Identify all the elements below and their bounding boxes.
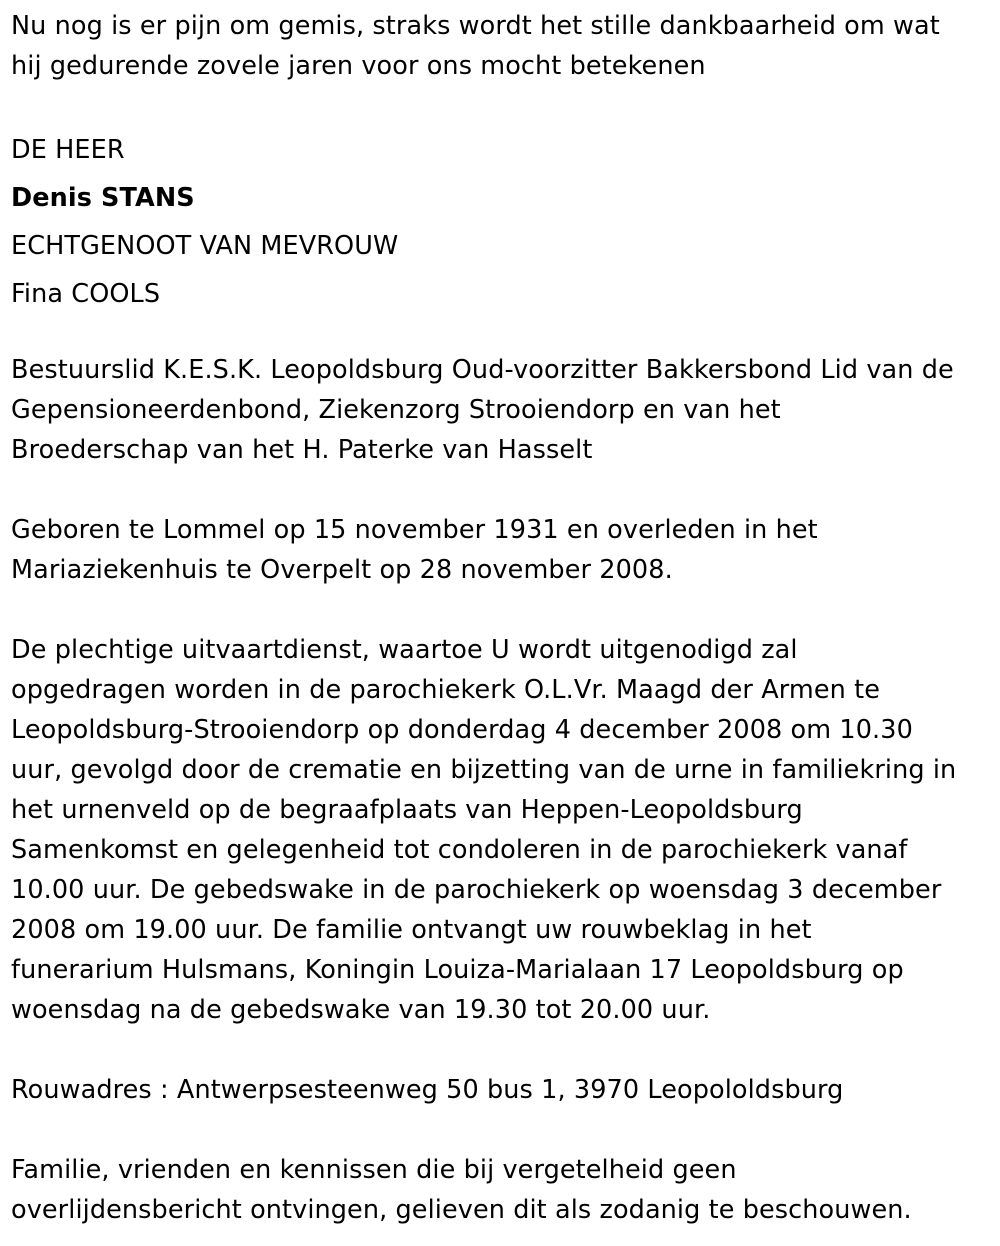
spouse-name: Fina COOLS xyxy=(11,279,161,309)
deceased-block xyxy=(11,126,996,318)
service-line: Leopoldsburg-Strooiendorp op donderdag 4 december 2008 om 10.30 xyxy=(11,715,913,745)
service-paragraph xyxy=(11,630,996,1030)
closing-line: Familie, vrienden en kennissen die bij vergetelheid geen xyxy=(11,1155,737,1185)
memberships-line: Bestuurslid K.E.S.K. Leopoldsburg Oud-voorzitter Bakkersbond Lid van de xyxy=(11,355,954,385)
birth-death-paragraph xyxy=(11,510,996,590)
birth-death-line: Mariaziekenhuis te Overpelt op 28 november 2008. xyxy=(11,555,673,585)
deceased-name: Denis STANS xyxy=(11,183,195,213)
closing-line: overlijdensbericht ontvingen, gelieven dit als zodanig te beschouwen. xyxy=(11,1195,912,1225)
honorific-title: DE HEER xyxy=(11,135,125,165)
memberships-paragraph xyxy=(11,350,996,470)
service-line: 2008 om 19.00 uur. De familie ontvangt uw rouwbeklag in het xyxy=(11,915,812,945)
mourning-address: Rouwadres : Antwerpsesteenweg 50 bus 1, 3970 Leopololdsburg xyxy=(11,1075,844,1105)
service-line: De plechtige uitvaartdienst, waartoe U wordt uitgenodigd zal xyxy=(11,635,798,665)
spouse-label: ECHTGENOOT VAN MEVROUW xyxy=(11,231,399,261)
service-line: 10.00 uur. De gebedswake in de parochiekerk op woensdag 3 december xyxy=(11,875,942,905)
memberships-line: Broederschap van het H. Paterke van Hasselt xyxy=(11,435,593,465)
service-line: opgedragen worden in de parochiekerk O.L.Vr. Maagd der Armen te xyxy=(11,675,880,705)
service-line: funerarium Hulsmans, Koningin Louiza-Marialaan 17 Leopoldsburg op xyxy=(11,955,904,985)
service-line: Samenkomst en gelegenheid tot condoleren in de parochiekerk vanaf xyxy=(11,835,908,865)
service-line: het urnenveld op de begraafplaats van Heppen-Leopoldsburg xyxy=(11,795,803,825)
address-paragraph xyxy=(11,1070,996,1110)
service-line: uur, gevolgd door de crematie en bijzetting van de urne in familiekring in xyxy=(11,755,957,785)
memberships-line: Gepensioneerdenbond, Ziekenzorg Strooiendorp en van het xyxy=(11,395,781,425)
intro-line: Nu nog is er pijn om gemis, straks wordt het stille dankbaarheid om wat xyxy=(11,11,940,41)
birth-death-line: Geboren te Lommel op 15 november 1931 en overleden in het xyxy=(11,515,818,545)
obituary-document xyxy=(11,6,996,1230)
intro-paragraph xyxy=(11,6,996,86)
service-line: woensdag na de gebedswake van 19.30 tot 20.00 uur. xyxy=(11,995,711,1025)
intro-line: hij gedurende zovele jaren voor ons mocht betekenen xyxy=(11,51,706,81)
closing-paragraph xyxy=(11,1150,996,1230)
